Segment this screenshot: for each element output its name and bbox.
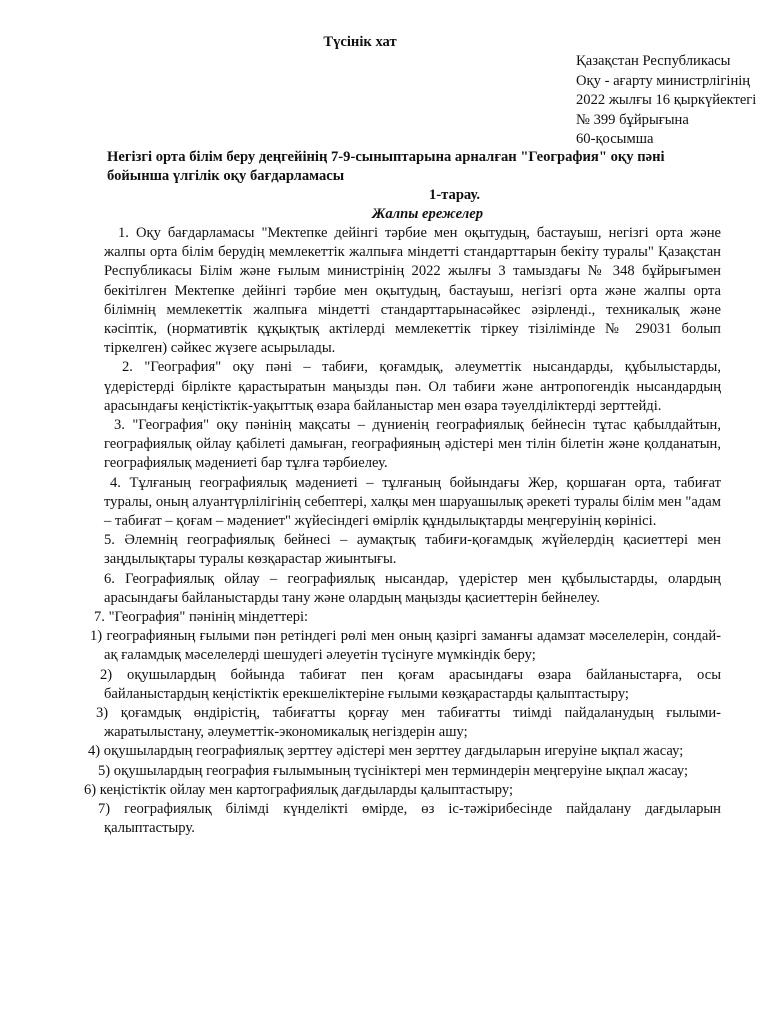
task-item-4: 4) оқушылардың географиялық зерттеу әдістері мен зерттеу дағдыларын игеруіне ықпал жасау; [88, 743, 684, 760]
task-item-5: 5) оқушылардың география ғылымының түсініктері мен терминдерін меңгеруіне ықпал жасау; [98, 762, 689, 779]
page-title: Түсінік хат [323, 34, 397, 50]
appendix-block [576, 52, 768, 150]
paragraph-2: 2. "География" оқу пәні – табиғи, қоғамдық, әлеуметтік нысандарды, құбылыстарды, үдерістерді бірлікте қарастыратын маңызды пән. Ол табиғи және антропогендік нысандардың арасындағы кеңістіктік-уақыттық өзара байланыстар мен өзара тәуелділіктерді зерттейді. [104, 359, 721, 414]
task-item-1: 1) географияның ғылыми пән ретіндегі рөлі мен оның қазіргі заманғы адамзат мәселелерін, сондай-ақ ғаламдық мәселелерді шешудегі әлеуетін түсінуге мүмкіндік беру; [90, 628, 721, 664]
appendix-line-number: 60-қосымша [576, 131, 654, 147]
task-item-3: 3) қоғамдық өндірістің, табиғатты қорғау мен табиғатты тиімді пайдаланудың ғылыми-жаратылыстану, әлеуметтік-экономикалық негіздерін ашу; [96, 705, 721, 741]
paragraph-7: 7. "География" пәнінің міндеттері: [94, 609, 309, 626]
appendix-line-republic: Қазақстан Республикасы [576, 53, 731, 69]
document-body [84, 148, 721, 839]
paragraph-5: 5. Әлемнің географиялық бейнесі – аумақтық табиғи-қоғамдық жүйелердің қасиеттері мен заңдылықтары туралы көзқарастар жиынтығы. [104, 532, 721, 568]
appendix-line-order: № 399 бұйрығына [576, 111, 689, 128]
paragraph-6: 6. Географиялық ойлау – географиялық нысандар, үдерістер мен құбылыстарды, олардың арасындағы байланыстарды тану және олардың маңызды қасиеттерін бейнелеу. [104, 570, 721, 606]
paragraph-3: 3. "География" оқу пәнінің мақсаты – дүниенің географиялық бейнесін тұтас қабылдайтын, географиялық ойлау қабілеті дамыған, географияның әдістері мен тілін білетін және қолданатын, географиялық мәдениеті бар тұлға тәрбиелеу. [104, 417, 721, 472]
chapter-title: Жалпы ережелер [371, 206, 484, 222]
appendix-line-date: 2022 жылғы 16 қыркүйектегі [576, 92, 757, 108]
task-item-7: 7) географиялық білімді күнделікті өмірде, өз іс-тәжірибесінде пайдалану дағдыларын қалыптастыру. [98, 801, 721, 837]
document-heading: Негізгі орта білім беру деңгейінің 7-9-сыныптарына арналған "География" оқу пәні бойынша үлгілік оқу бағдарламасы [107, 149, 665, 184]
task-item-2: 2) оқушылардың бойында табиғат пен қоғам арасындағы өзара байланыстарға, осы байланыстардың кеңістіктік ерекшеліктеріне ғылыми көзқарастарды қалыптастыру; [100, 666, 721, 702]
appendix-line-ministry: Оқу - ағарту министрлігінің [576, 72, 751, 89]
task-item-6: 6) кеңістіктік ойлау мен картографиялық дағдыларды қалыптастыру; [84, 781, 514, 798]
paragraph-1: 1. Оқу бағдарламасы "Мектепке дейінгі тәрбие мен оқытудың, бастауыш, негізгі орта және жалпы орта білім берудің мемлекеттік жалпыға міндетті стандарттарын бекіту туралы" Қазақстан Республикасы Білім және ғылым министрінің 2022 жылғы 3 тамыздағы № 348 бұйрығымен бекітілген Мектепке дейінгі тәрбие мен оқытудың, бастауыш, негізгі орта және жалпы орта білімнің мемлекеттік жалпыға міндетті стандарттарынасәйкес әзірленді., техникалық және кәсіптік, (нормативтік құқықтық актілерді мемлекеттік тіркеу тізілімінде № 29031 болып тіркелген) сәйкес жүзеге асырылады. [104, 225, 721, 357]
chapter-number: 1-тарау. [429, 187, 480, 203]
paragraph-4: 4. Тұлғаның географиялық мәдениеті – тұлғаның бойындағы Жер, қоршаған орта, табиғат туралы, оның алуантүрлілігінің себептері, халқы мен шаруашылық әрекеті туралы білім мен "адам – табиғат – қоғам – мәдениет" жүйесіндегі өмірлік құндылықтарды меңгеруінің көрінісі. [104, 474, 721, 530]
